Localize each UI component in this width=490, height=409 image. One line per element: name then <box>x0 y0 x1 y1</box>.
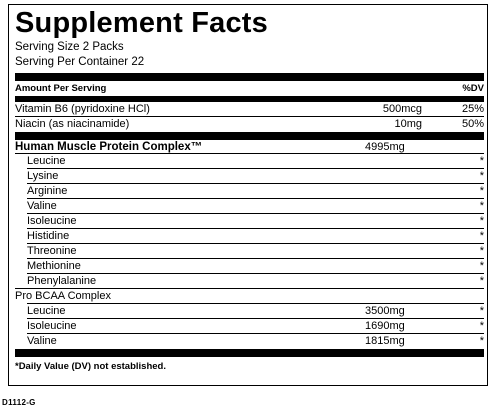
supplement-facts-panel <box>8 4 488 386</box>
ingredient-dv: * <box>479 275 484 287</box>
ingredient-dv: * <box>479 230 484 242</box>
ingredient-name: Leucine <box>27 155 66 167</box>
ingredient-dv: * <box>479 170 484 182</box>
ingredient-name: Lysine <box>27 170 59 182</box>
bcaa-name: Pro BCAA Complex <box>15 290 111 302</box>
ingredient-dv: * <box>479 155 484 167</box>
ingredient-dv: * <box>479 305 484 317</box>
list-item <box>15 319 484 334</box>
list-item <box>15 199 484 214</box>
footnote: *Daily Value (DV) not established. <box>15 361 166 372</box>
ingredient-name: Isoleucine <box>27 215 77 227</box>
nutrient-amount: 500mcg <box>382 103 422 115</box>
nutrient-row <box>15 117 484 132</box>
ingredient-name: Leucine <box>27 305 66 317</box>
ingredient-amount: 1815mg <box>365 335 405 347</box>
list-item <box>15 259 484 274</box>
panel-content <box>15 5 484 373</box>
thick-divider <box>15 132 484 140</box>
list-item <box>15 214 484 229</box>
nutrient-name: Niacin (as niacinamide) <box>15 118 130 130</box>
list-item <box>15 274 484 289</box>
complex-name: Human Muscle Protein Complex™ <box>15 141 203 153</box>
ingredient-name: Isoleucine <box>27 320 77 332</box>
ingredient-name: Histidine <box>27 230 70 242</box>
nutrient-dv: 25% <box>461 103 484 115</box>
panel-title: Supplement Facts <box>15 7 268 39</box>
ingredient-dv: * <box>479 245 484 257</box>
list-item <box>15 229 484 244</box>
thick-divider <box>15 73 484 81</box>
ingredient-dv: * <box>479 185 484 197</box>
product-code: D1112-G <box>2 398 36 407</box>
thick-divider <box>15 349 484 357</box>
servings-per-container: Serving Per Container 22 <box>15 56 145 68</box>
ingredient-amount: 1690mg <box>365 320 405 332</box>
complex-items-list <box>15 154 484 289</box>
nutrient-amount: 10mg <box>394 118 422 130</box>
nutrient-name: Vitamin B6 (pyridoxine HCl) <box>15 103 150 115</box>
ingredient-dv: * <box>479 200 484 212</box>
list-item <box>15 169 484 184</box>
ingredient-name: Phenylalanine <box>27 275 97 287</box>
list-item <box>15 184 484 199</box>
ingredient-name: Arginine <box>27 185 68 197</box>
list-item <box>15 304 484 319</box>
ingredient-name: Threonine <box>27 245 77 257</box>
serving-size: Serving Size 2 Packs <box>15 41 124 53</box>
list-item <box>15 334 484 349</box>
ingredient-dv: * <box>479 215 484 227</box>
complex-header-row <box>15 140 484 154</box>
ingredient-dv: * <box>479 260 484 272</box>
list-item <box>15 244 484 259</box>
ingredient-name: Methionine <box>27 260 81 272</box>
ingredient-dv: * <box>479 320 484 332</box>
complex-amount: 4995mg <box>365 141 405 153</box>
ingredient-name: Valine <box>27 200 57 212</box>
list-item <box>15 154 484 169</box>
column-header <box>15 81 484 97</box>
dv-label: %DV <box>462 83 484 94</box>
amount-per-serving-label: Amount Per Serving <box>15 83 107 94</box>
ingredient-dv: * <box>479 335 484 347</box>
nutrient-row <box>15 102 484 117</box>
ingredient-amount: 3500mg <box>365 305 405 317</box>
nutrient-dv: 50% <box>461 118 484 130</box>
bcaa-header-row <box>15 289 484 304</box>
ingredient-name: Valine <box>27 335 57 347</box>
